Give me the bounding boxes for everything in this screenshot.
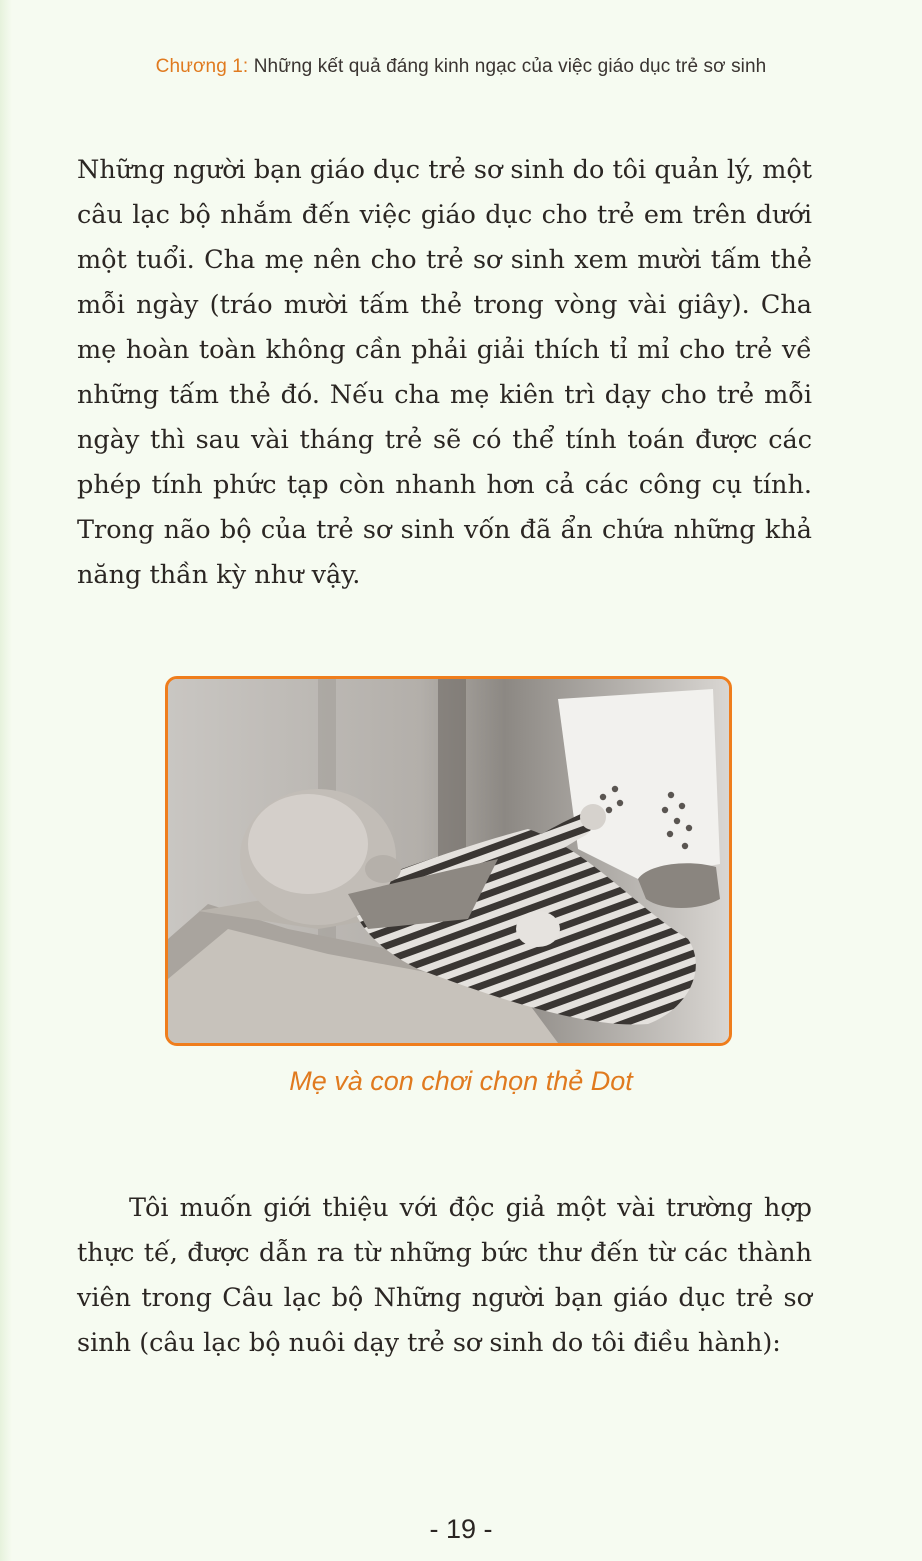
photo-baby-dot-card: [168, 679, 729, 1043]
dot-card: [558, 689, 720, 879]
page-number: - 19 -: [429, 1514, 493, 1544]
chapter-label: Chương 1:: [155, 56, 249, 77]
body-paragraph-1: Những người bạn giáo dục trẻ sơ sinh do tôi quản lý, một câu lạc bộ nhắm đến việc giáo dục cho trẻ em trên dưới một tuổi. Cha mẹ nên cho trẻ sơ sinh xem mười tấm thẻ mỗi ngày (tráo mười tấm thẻ trong vòng vài giây). Cha mẹ hoàn toàn không cần phải giải thích tỉ mỉ cho trẻ về những tấm thẻ đó. Nếu cha mẹ kiên trì dạy cho trẻ mỗi ngày thì sau vài tháng trẻ sẽ có thể tính toán được các phép tính phức tạp còn nhanh hơn cả các công cụ tính. Trong não bộ của trẻ sơ sinh vốn đã ẩn chứa những khả năng thần kỳ như vậy.: [77, 155, 812, 590]
running-header: [0, 56, 922, 78]
chapter-title: Những kết quả đáng kinh ngạc của việc giáo dục trẻ sơ sinh: [253, 56, 767, 77]
body-paragraph-2: Tôi muốn giới thiệu với độc giả một vài trường hợp thực tế, được dẫn ra từ những bức thư đến từ các thành viên trong Câu lạc bộ Những người bạn giáo dục trẻ sơ sinh (câu lạc bộ nuôi dạy trẻ sơ sinh do tôi điều hành):: [77, 1193, 812, 1358]
photo-figure: [165, 676, 732, 1046]
page-edge: [0, 0, 12, 1561]
figure-caption: Mẹ và con chơi chọn thẻ Dot: [289, 1066, 633, 1096]
